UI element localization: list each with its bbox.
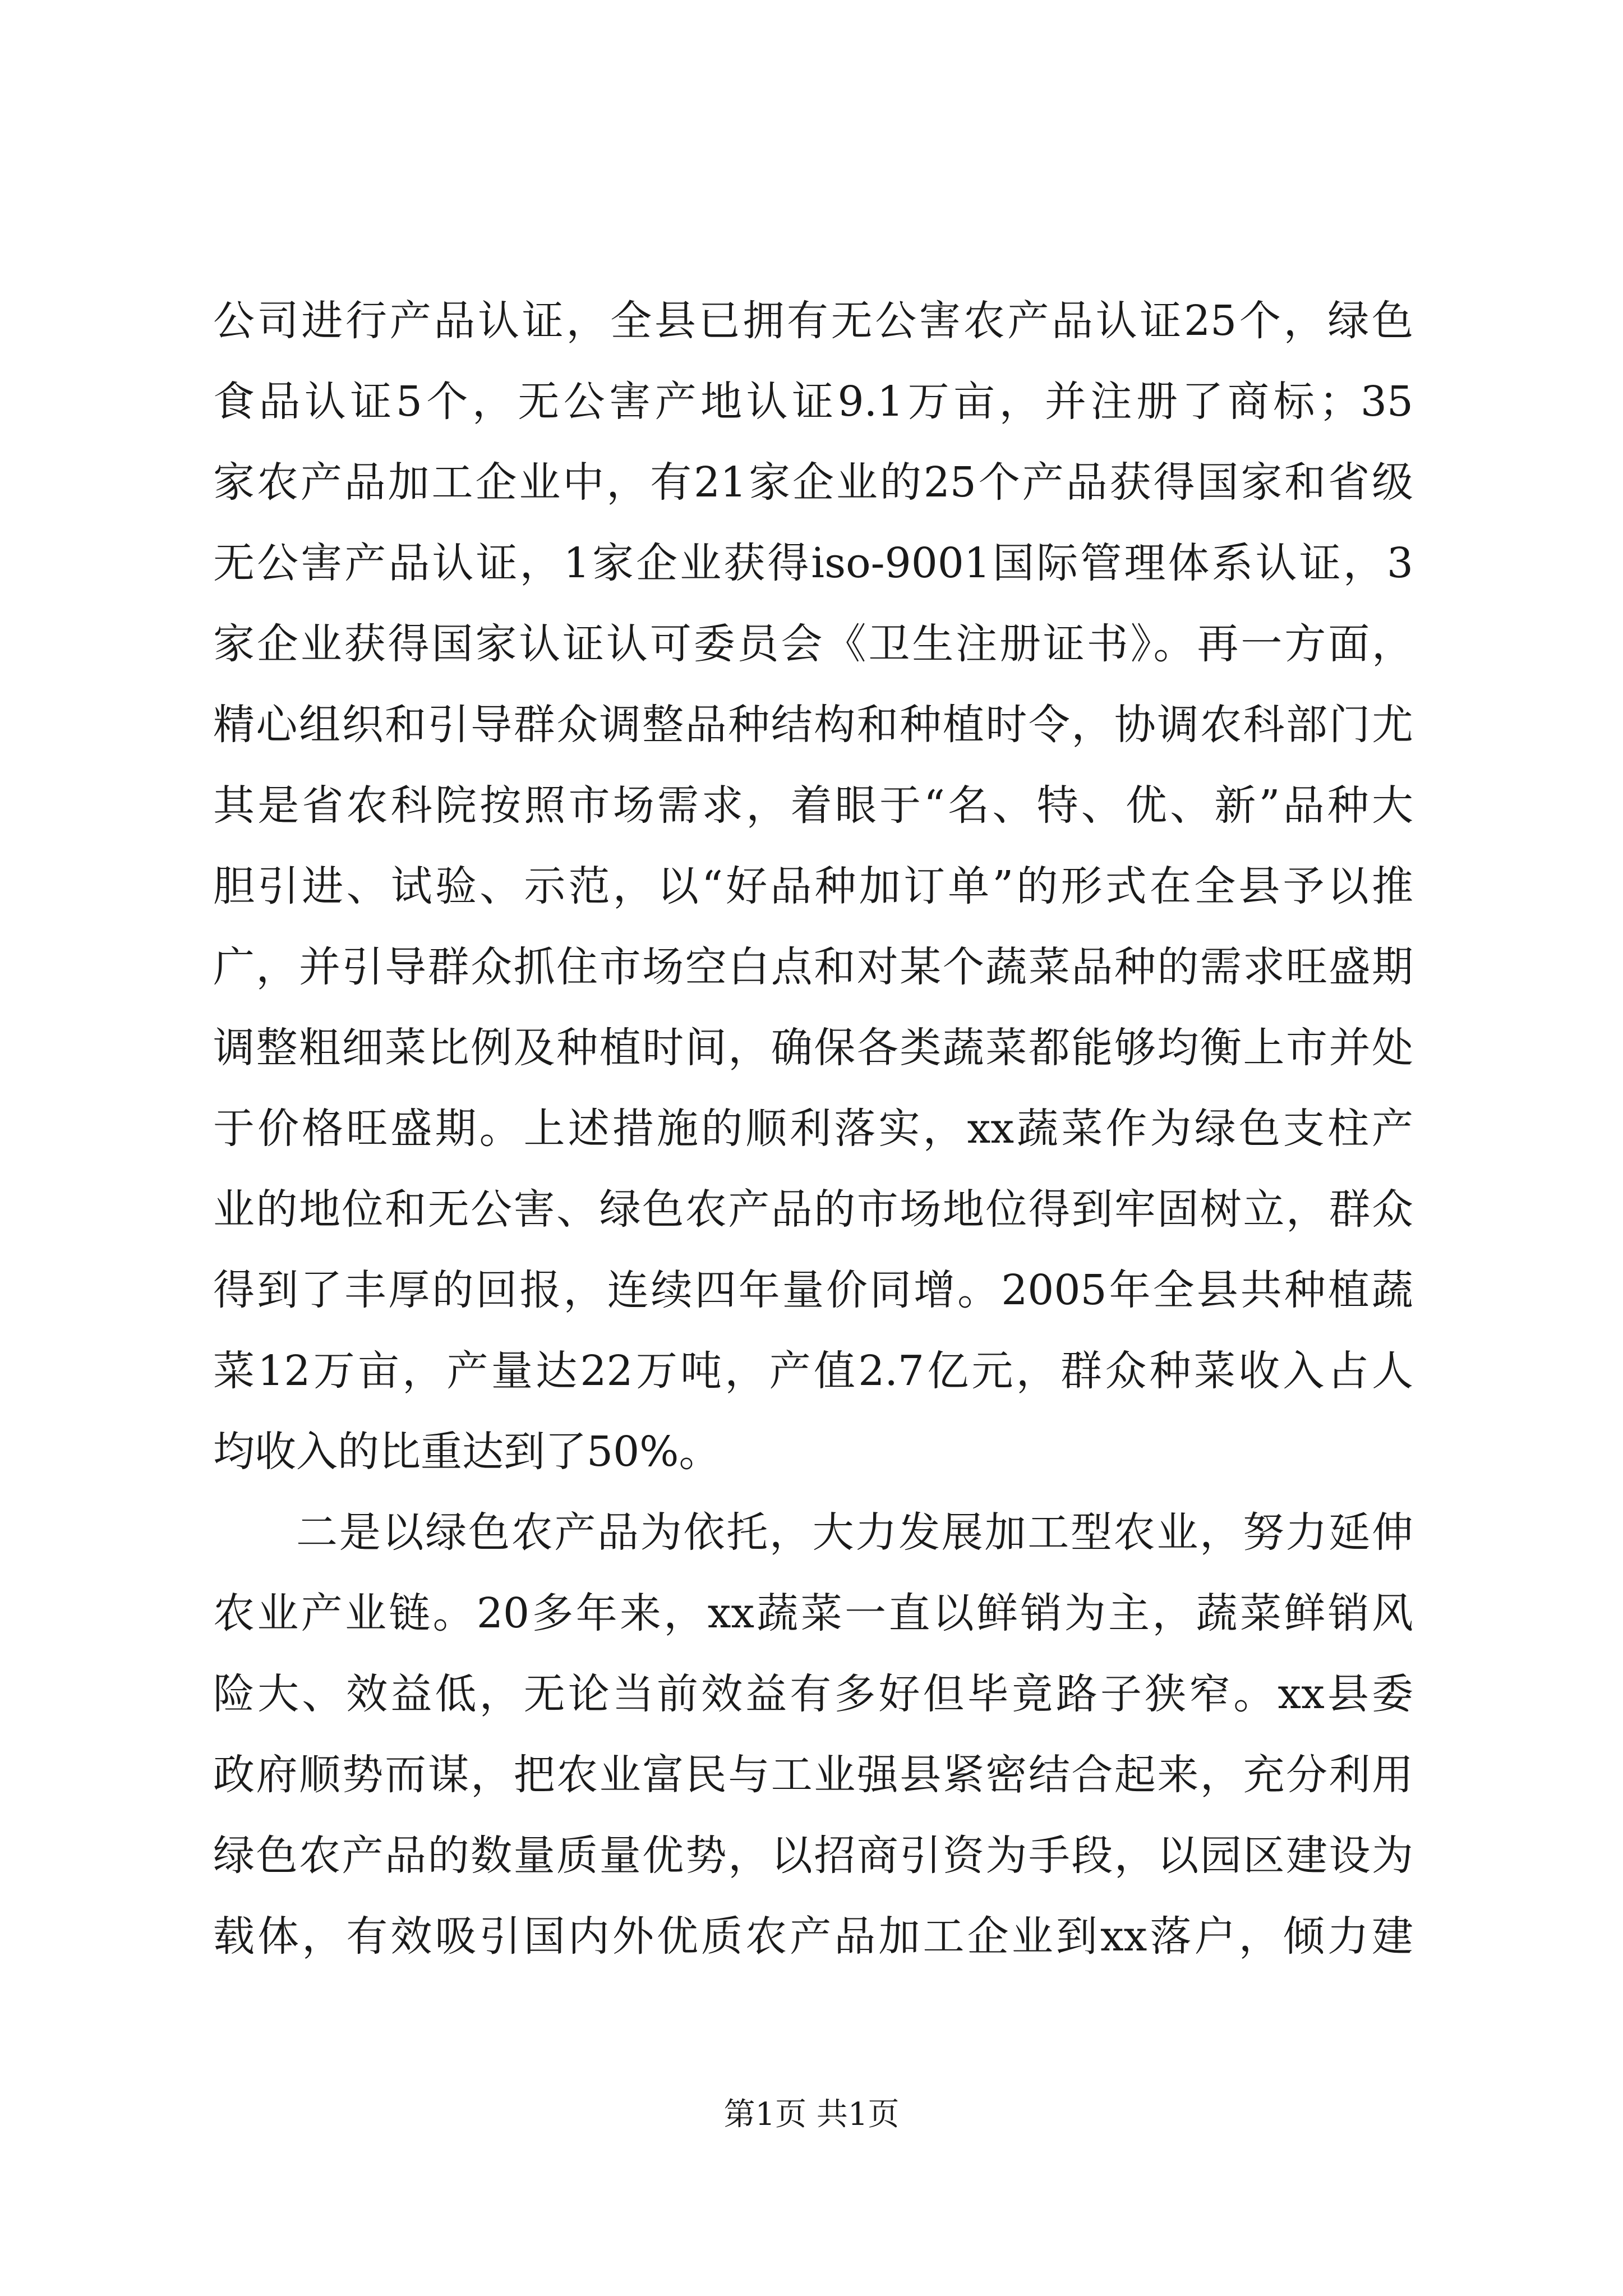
text-line: 食品认证5个，无公害产地认证9.1万亩，并注册了商标；35 [213, 378, 1413, 426]
text-line: 无公害产品认证，1家企业获得iso-9001国际管理体系认证，3 [213, 539, 1413, 587]
text-line: 调整粗细菜比例及种植时间，确保各类蔬菜都能够均衡上市并处 [213, 1024, 1413, 1072]
text-line: 家农产品加工企业中，有21家企业的25个产品获得国家和省级 [213, 458, 1413, 507]
text-line: 于价格旺盛期。上述措施的顺利落实，xx蔬菜作为绿色支柱产 [213, 1105, 1413, 1153]
text-line: 政府顺势而谋，把农业富民与工业强县紧密结合起来，充分利用 [213, 1751, 1413, 1799]
text-line: 绿色农产品的数量质量优势，以招商引资为手段，以园区建设为 [213, 1832, 1413, 1880]
text-line: 公司进行产品认证，全县已拥有无公害农产品认证25个，绿色 [213, 297, 1413, 345]
text-line: 菜12万亩，产量达22万吨，产值2.7亿元，群众种菜收入占人 [213, 1347, 1413, 1395]
text-line: 家企业获得国家认证认可委员会《卫生注册证书》。再一方面， [213, 620, 1413, 668]
page-number-label: 第1页 共1页 [723, 2096, 900, 2133]
document-body [213, 280, 1413, 1977]
text-line: 载体，有效吸引国内外优质农产品加工企业到xx落户，倾力建 [213, 1912, 1413, 1961]
text-line: 业的地位和无公害、绿色农产品的市场地位得到牢固树立，群众 [213, 1185, 1413, 1234]
text-line: 精心组织和引导群众调整品种结构和种植时令，协调农科部门尤 [213, 701, 1413, 749]
text-line: 得到了丰厚的回报，连续四年量价同增。2005年全县共种植蔬 [213, 1266, 1413, 1314]
page-footer [0, 2092, 1623, 2137]
paragraph-start-line: 二是以绿色农产品为依托，大力发展加工型农业，努力延伸 [296, 1508, 1413, 1557]
text-line: 险大、效益低，无论当前效益有多好但毕竟路子狭窄。xx县委 [213, 1670, 1413, 1718]
text-line: 其是省农科院按照市场需求，着眼于“名、特、优、新”品种大 [213, 781, 1413, 830]
paragraph-end-line: 均收入的比重达到了50%。 [213, 1428, 721, 1476]
text-line: 农业产业链。20多年来，xx蔬菜一直以鲜销为主，蔬菜鲜销风 [213, 1589, 1413, 1637]
text-line: 胆引进、试验、示范，以“好品种加订单”的形式在全县予以推 [213, 862, 1413, 910]
text-line: 广，并引导群众抓住市场空白点和对某个蔬菜品种的需求旺盛期 [213, 943, 1413, 991]
